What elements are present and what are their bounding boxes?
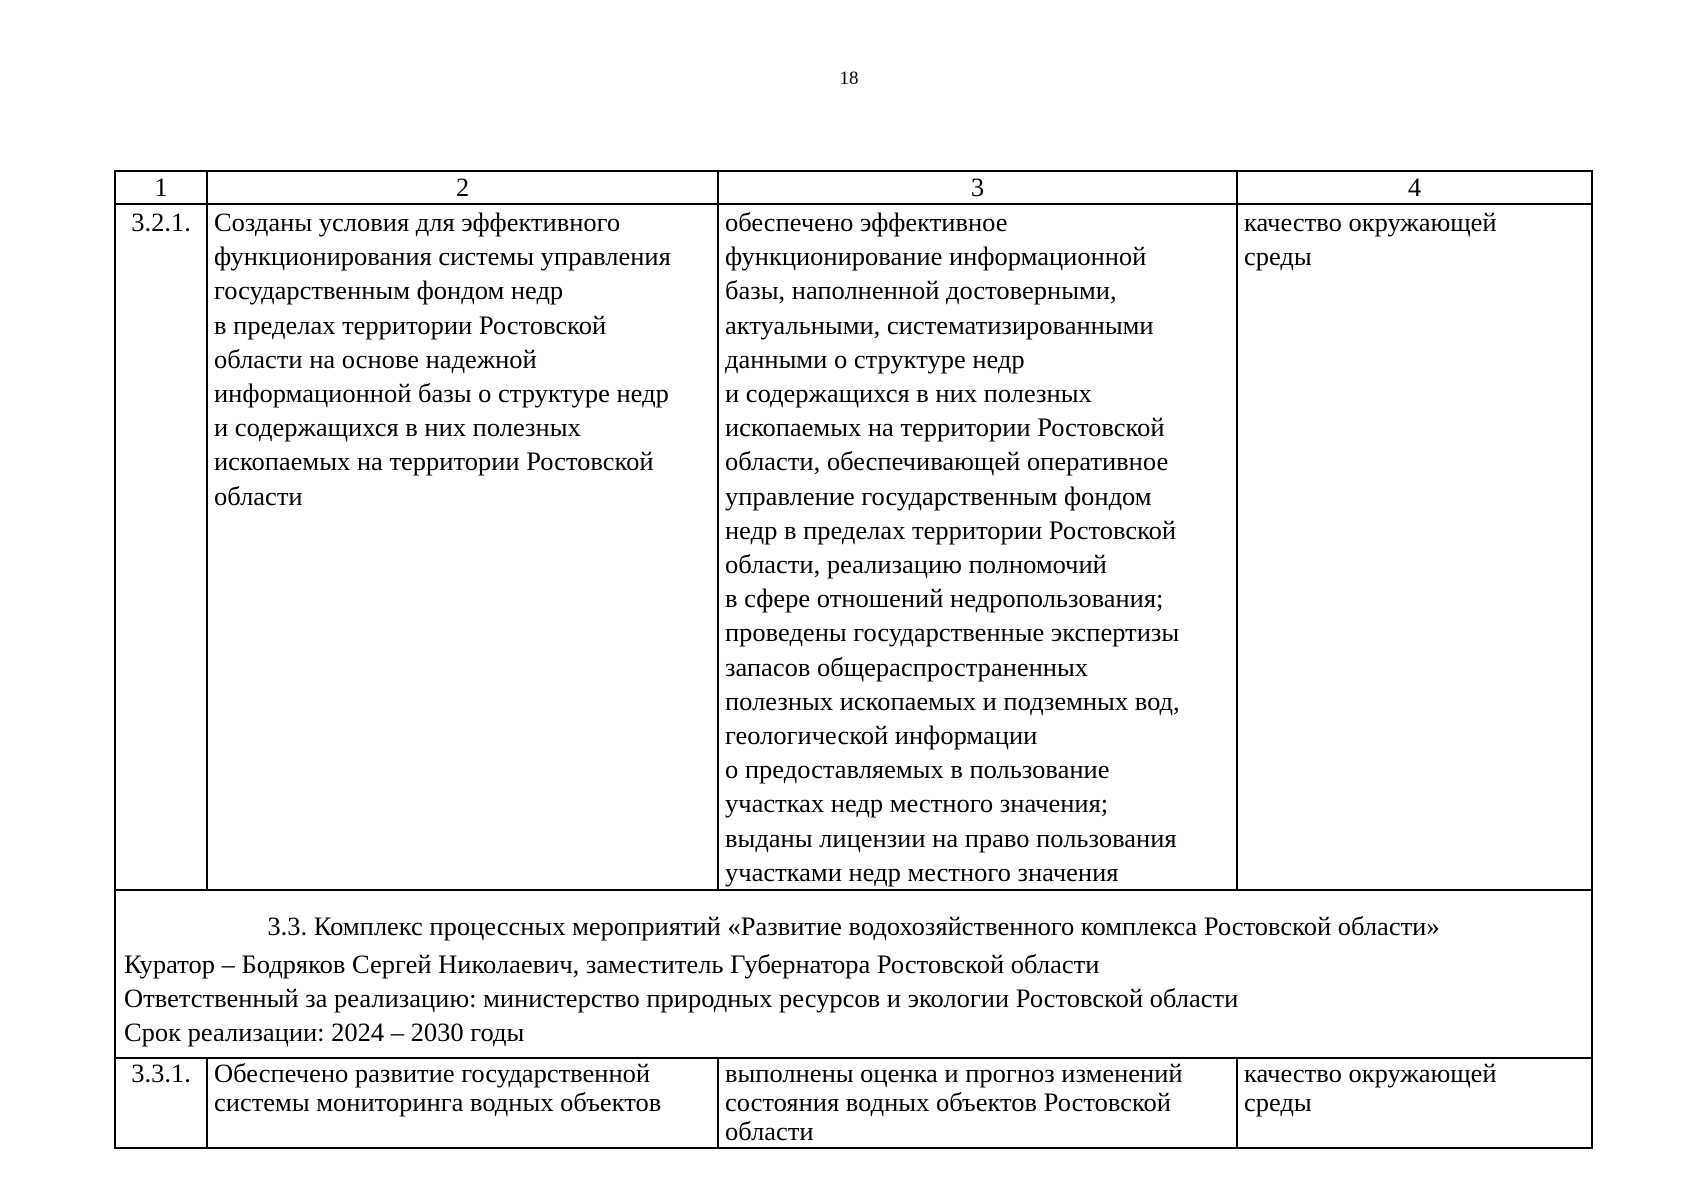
description-text: обеспечено эффективное функционирование информационной базы, наполненной достоверными, актуальными, систематизированными данными о структуре недр и содержащихся в них полезных ископаемых на территории Ростовской области, обеспечивающей оперативное управление государственным фондом недр в пределах территории Ростовской области, реализацию полномочий в сфере отношений недропользования; проведены государственные экспертизы запасов общераспространенных полезных ископаемых и подземных вод, геологической информации о предоставляемых в пользование участках недр местного значения; выданы лицензии на право пользования участками недр местного значения [725, 207, 1180, 887]
task-text: Обеспечено развитие государственной системы мониторинга водных объектов [214, 1058, 662, 1118]
table-header-row [115, 171, 1592, 204]
task-cell [207, 204, 718, 890]
description-cell [718, 204, 1237, 890]
column-number-1: 1 [115, 171, 207, 204]
column-number-2: 2 [207, 171, 718, 204]
section-header-cell [115, 890, 1592, 1058]
section-title: 3.3. Комплекс процессных мероприятий «Развитие водохозяйственного комплекса Ростовской области» [267, 911, 1440, 942]
results-table [114, 170, 1593, 1149]
row-number: 3.2.1. [131, 207, 191, 237]
description-text: выполнены оценка и прогноз изменений состояния водных объектов Ростовской области [725, 1058, 1183, 1147]
row-number: 3.3.1. [131, 1058, 191, 1089]
column-number-4: 4 [1237, 171, 1592, 204]
link-cell [1237, 204, 1592, 890]
link-text: качество окружающей среды [1244, 1058, 1497, 1118]
section-term: Срок реализации: 2024 – 2030 годы [124, 1017, 525, 1048]
page-number: 18 [839, 68, 859, 89]
description-cell [718, 1058, 1237, 1148]
table-row [115, 204, 1592, 890]
column-number-3: 3 [718, 171, 1237, 204]
table-row [115, 1058, 1592, 1148]
link-text: качество окружающей среды [1244, 207, 1497, 272]
section-responsible: Ответственный за реализацию: министерство природных ресурсов и экологии Ростовской области [124, 983, 1239, 1014]
section-header-row [115, 890, 1592, 1058]
section-curator: Куратор – Бодряков Сергей Николаевич, заместитель Губернатора Ростовской области [124, 949, 1100, 980]
task-text: Созданы условия для эффективного функционирования системы управления государственным фондом недр в пределах территории Ростовской области на основе надежной информационной базы о структуре недр и содержащихся в них полезных ископаемых на территории Ростовской области [214, 207, 671, 511]
link-cell [1237, 1058, 1592, 1148]
row-number-cell [115, 1058, 207, 1148]
row-number-cell [115, 204, 207, 890]
task-cell [207, 1058, 718, 1148]
